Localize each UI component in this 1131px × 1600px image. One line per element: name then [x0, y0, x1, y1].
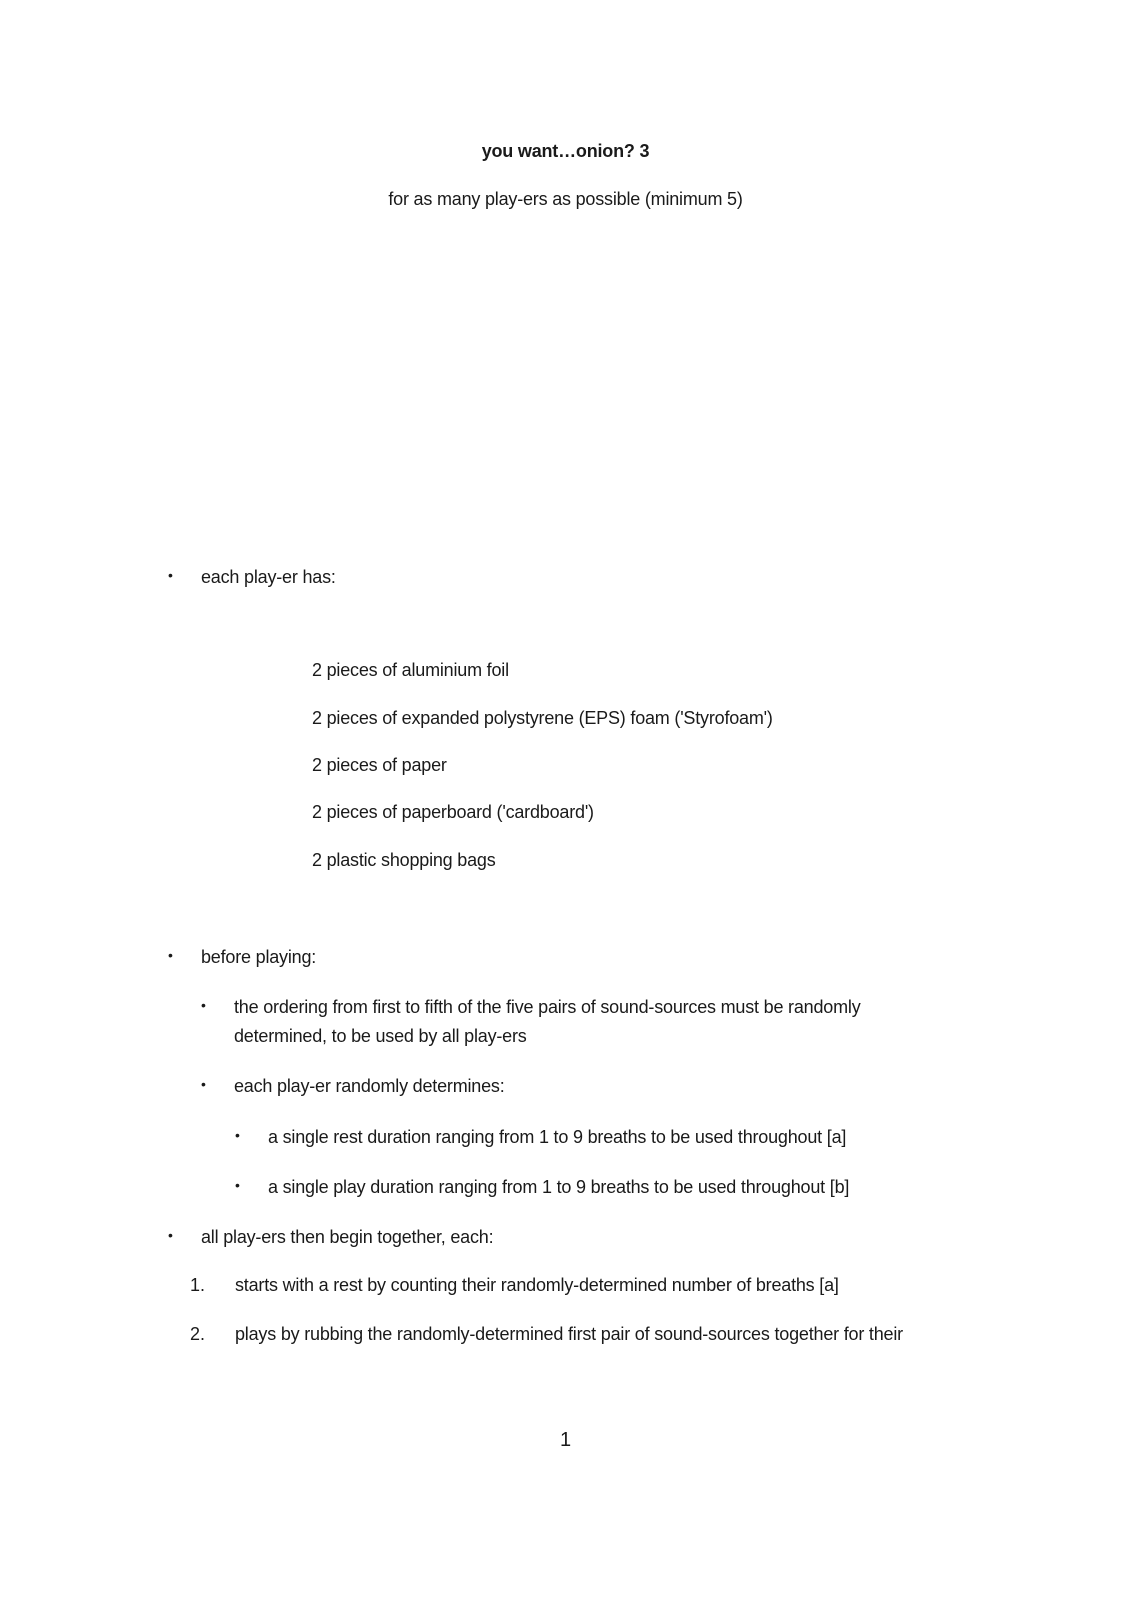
bullet-play-duration: •: [235, 1177, 240, 1193]
rest-duration-text: a single rest duration ranging from 1 to 9 breaths to be used throughout [a]: [268, 1127, 847, 1147]
step-number: 2.: [190, 1324, 206, 1344]
material-item: 2 pieces of aluminium foil: [312, 660, 509, 680]
document-subtitle: for as many play-ers as possible (minimum 5): [388, 189, 743, 209]
material-item: 2 pieces of paper: [312, 755, 447, 775]
material-item: 2 pieces of expanded polystyrene (EPS) foam ('Styrofoam'): [312, 708, 773, 728]
bullet-each-player-determines: •: [201, 1076, 206, 1092]
page-number: 1: [560, 1429, 571, 1451]
play-duration-text: a single play duration ranging from 1 to 9 breaths to be used throughout [b]: [268, 1177, 850, 1197]
before-playing-label: before playing:: [201, 947, 317, 967]
bullet-before-playing: •: [168, 947, 173, 963]
material-item: 2 pieces of paperboard ('cardboard'): [312, 802, 594, 822]
bullet-each-player: •: [168, 567, 173, 583]
document-title: you want…onion? 3: [481, 141, 650, 161]
material-item: 2 plastic shopping bags: [312, 850, 496, 870]
step-text: plays by rubbing the randomly-determined first pair of sound-sources together for their: [235, 1324, 903, 1344]
each-player-determines-label: each play-er randomly determines:: [234, 1076, 505, 1096]
each-player-has-label: each play-er has:: [201, 567, 336, 587]
begin-together-label: all play-ers then begin together, each:: [201, 1227, 494, 1247]
bullet-begin-together: •: [168, 1227, 173, 1243]
bullet-ordering: •: [201, 997, 206, 1013]
ordering-text-line1: the ordering from first to fifth of the five pairs of sound-sources must be randomly: [234, 997, 861, 1017]
bullet-rest-duration: •: [235, 1127, 240, 1143]
step-number: 1.: [190, 1275, 206, 1295]
step-text: starts with a rest by counting their randomly-determined number of breaths [a]: [235, 1275, 839, 1295]
ordering-text-line2: determined, to be used by all play-ers: [234, 1026, 527, 1046]
